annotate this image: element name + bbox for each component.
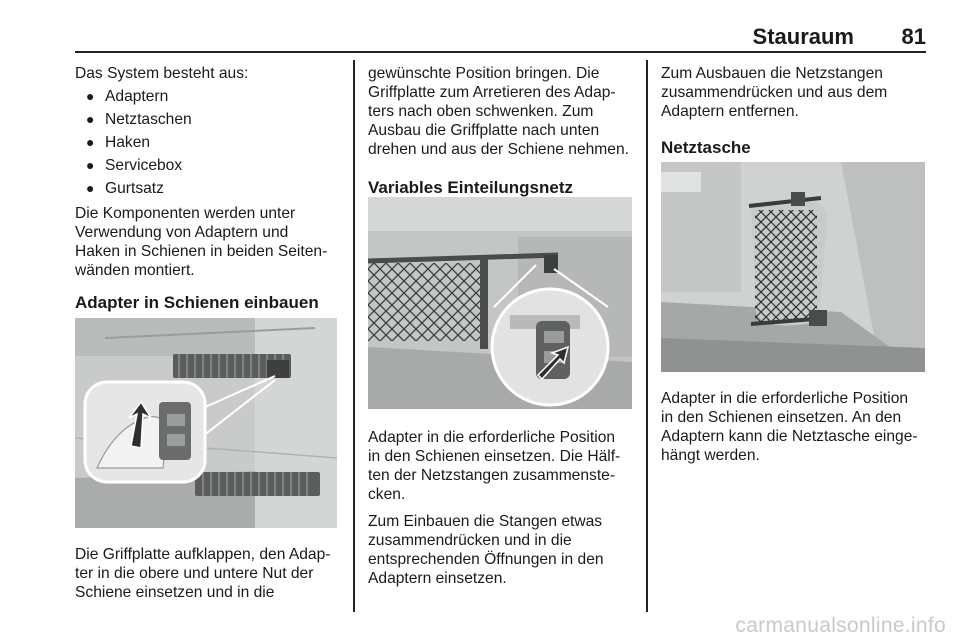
- header-rule: [75, 51, 926, 53]
- section-title: Stauraum: [752, 24, 854, 49]
- bullet-icon: ●: [86, 157, 95, 173]
- column-2-bottom: [368, 428, 633, 596]
- column-1: [75, 64, 340, 314]
- column-1-bottom: [75, 545, 340, 610]
- body-paragraph: Zum Einbauen die Stangen etwas zusammendrücken und in die entsprechenden Öffnungen in den Adaptern einsetzen.: [368, 513, 604, 587]
- list-item: ● Adaptern: [75, 85, 340, 108]
- intro-text: Das System besteht aus:: [75, 65, 249, 82]
- bullet-icon: ●: [86, 180, 95, 196]
- body-paragraph: Die Komponenten werden unter Verwendung von Adaptern und Haken in Schienen in beiden Seiten- wänden montiert.: [75, 205, 328, 279]
- body-paragraph: Adapter in die erforderliche Position in den Schienen einsetzen. An den Adaptern kann die Netztasche einge- hängt werden.: [661, 390, 918, 464]
- net-pocket-illustration: [661, 162, 925, 372]
- adapter-illustration: [75, 318, 337, 528]
- page-number: 81: [901, 24, 926, 49]
- column-3-bottom: [661, 389, 926, 473]
- bullet-icon: ●: [86, 111, 95, 127]
- section-heading: Variables Einteilungsnetz: [368, 178, 574, 197]
- component-list: [75, 85, 340, 200]
- list-item: ● Netztaschen: [75, 108, 340, 131]
- section-heading: Adapter in Schienen einbauen: [75, 293, 319, 312]
- partition-net-illustration: [368, 197, 632, 409]
- bullet-icon: ●: [86, 88, 95, 104]
- body-paragraph: Zum Ausbauen die Netzstangen zusammendrücken und aus dem Adaptern entfernen.: [661, 65, 888, 120]
- column-2: [368, 64, 633, 199]
- list-item: ● Gurtsatz: [75, 177, 340, 200]
- body-paragraph: gewünschte Position bringen. Die Griffplatte zum Arretieren des Adap- ters nach oben schwenken. Zum Ausbau die Griffplatte nach unten drehen und aus der Schiene nehmen.: [368, 65, 629, 158]
- list-item: ● Haken: [75, 131, 340, 154]
- bullet-icon: ●: [86, 134, 95, 150]
- page-header: [75, 24, 926, 52]
- body-paragraph: Die Griffplatte aufklappen, den Adap- ter in die obere und untere Nut der Schiene einsetzen und in die: [75, 546, 331, 601]
- section-heading: Netztasche: [661, 138, 751, 157]
- list-item: ● Servicebox: [75, 154, 340, 177]
- column-3: [661, 64, 926, 159]
- watermark: carmanualsonline.info: [735, 614, 946, 637]
- column-divider-1: [353, 60, 355, 612]
- body-paragraph: Adapter in die erforderliche Position in den Schienen einsetzen. Die Hälf- ten der Netzstangen zusammenste- cken.: [368, 429, 621, 503]
- column-divider-2: [646, 60, 648, 612]
